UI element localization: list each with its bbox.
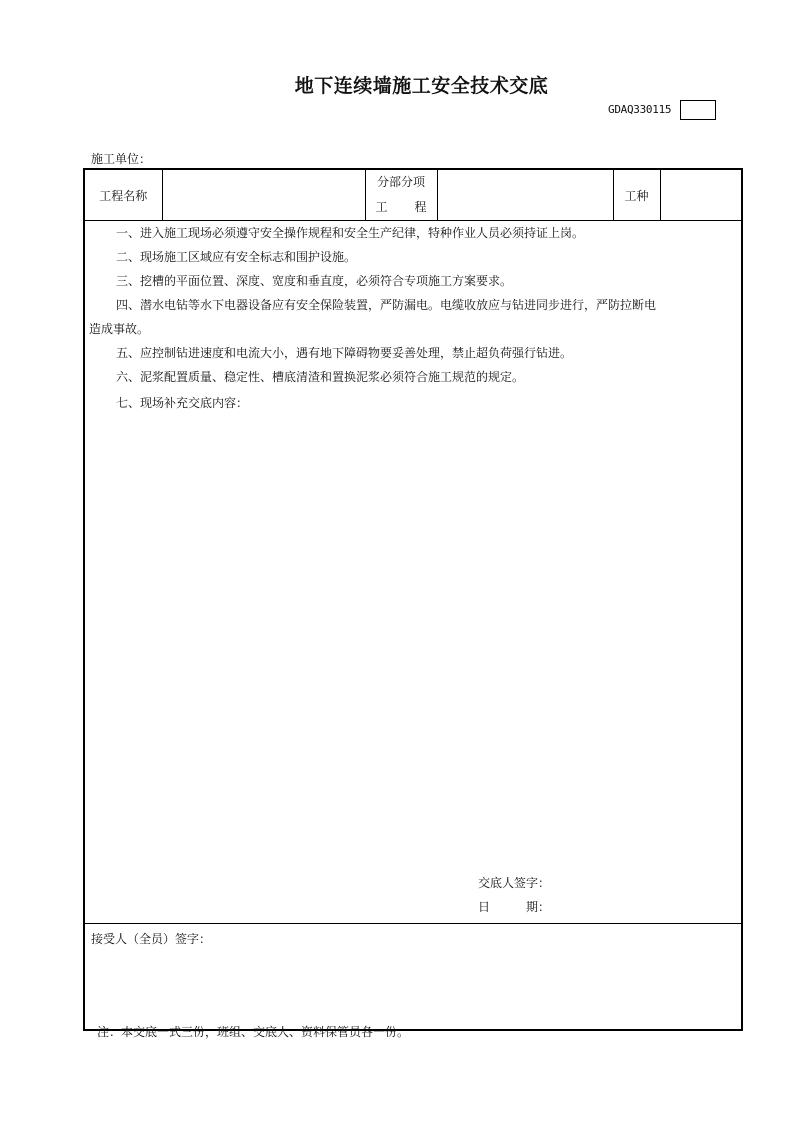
- trade-label: 工种: [613, 169, 660, 221]
- disclosure-date-label: [478, 895, 550, 919]
- header-row: [84, 169, 742, 221]
- sub-project-label-line1: 分部分项: [376, 175, 425, 189]
- disclosure-item-7: 七、现场补充交底内容：: [116, 396, 249, 410]
- receiver-signature-cell[interactable]: [84, 924, 742, 1031]
- project-name-field[interactable]: [162, 169, 365, 221]
- disclosure-item-2: 二、现场施工区域应有安全标志和围护设施。: [116, 250, 357, 264]
- document-title: 地下连续墙施工安全技术交底: [294, 75, 549, 97]
- receiver-row: [84, 924, 742, 1031]
- content-row: [84, 221, 742, 924]
- project-name-label: 工程名称: [84, 169, 162, 221]
- disclosure-item-3: 三、挖槽的平面位置、深度、宽度和垂直度，必须符合专项施工方案要求。: [116, 274, 513, 288]
- disclosure-item-4: 四、潜水电钻等水下电器设备应有安全保险装置，严防漏电。电缆收放应与钻进同步进行，严防拉断电: [116, 298, 657, 312]
- receiver-signature-label: 接受人（全员）签字：: [91, 932, 212, 946]
- disclosure-content-cell[interactable]: [84, 221, 742, 924]
- sub-project-label: [365, 169, 437, 221]
- disclosure-item-5: 五、应控制钻进速度和电流大小，遇有地下障碍物要妥善处理，禁止超负荷强行钻进。: [116, 346, 573, 360]
- trade-field[interactable]: [660, 169, 742, 221]
- disclosure-items: [85, 221, 741, 415]
- date-label-char-a: 日: [478, 900, 491, 914]
- sub-project-label-char-b: 程: [414, 200, 427, 214]
- discloser-signature-label: 交底人签字：: [478, 876, 551, 890]
- disclosure-item-1: 一、进入施工现场必须遵守安全操作规程和安全生产纪律，特种作业人员必须持证上岗。: [116, 226, 585, 240]
- date-label-char-b: 期：: [525, 900, 550, 914]
- document-code: GDAQ330115: [608, 103, 672, 116]
- disclosure-item-4-continued: 造成事故。: [89, 322, 150, 336]
- construction-unit-label: 施工单位：: [91, 152, 152, 166]
- sub-project-field[interactable]: [437, 169, 613, 221]
- footer-note: 注：本交底一式三份，班组、交底人、资料保管员各一份。: [97, 1025, 410, 1039]
- discloser-signature-block: [478, 871, 550, 919]
- disclosure-item-6: 六、泥浆配置质量、稳定性、槽底清渣和置换泥浆必须符合施工规范的规定。: [116, 370, 525, 384]
- sub-project-label-line2: [366, 195, 437, 220]
- code-suffix-box[interactable]: [680, 100, 716, 120]
- sub-project-label-char-a: 工: [375, 200, 388, 214]
- disclosure-form-table: [83, 168, 743, 1031]
